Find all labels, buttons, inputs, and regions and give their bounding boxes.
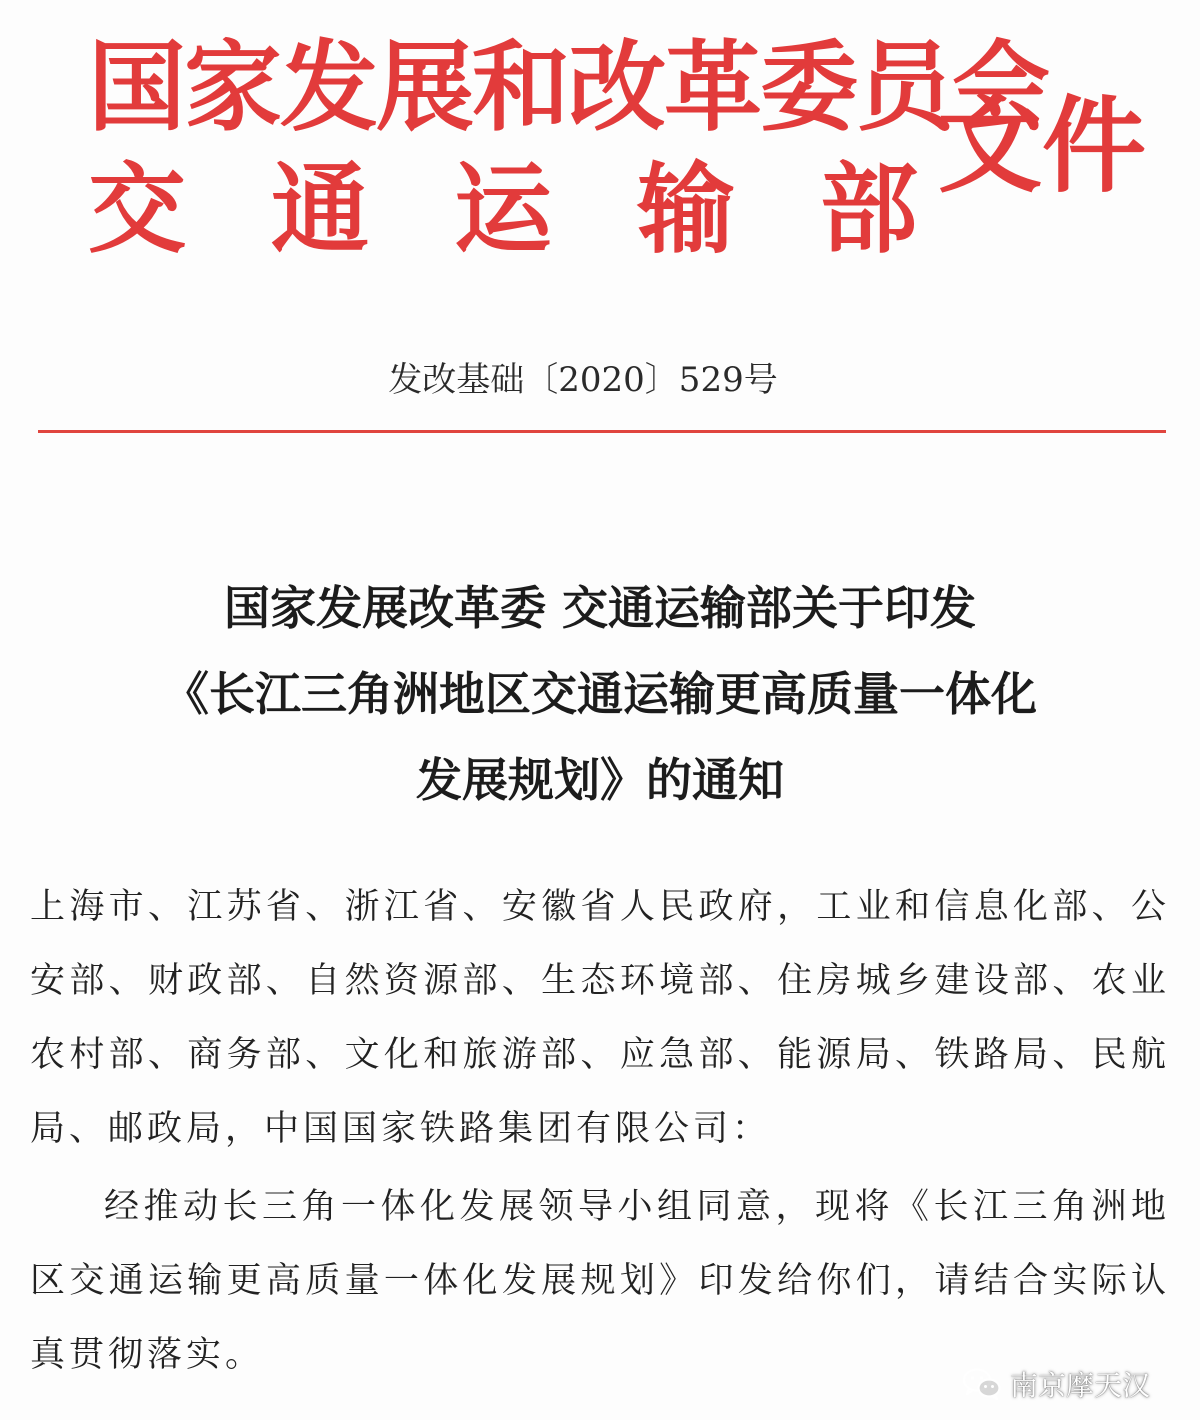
issuing-org-mot [88,150,918,270]
watermark-text: 南京摩天汉 [1010,1369,1151,1402]
document-number: 发改基础〔2020〕529号 [388,360,778,400]
org-char: 通 [270,152,369,267]
title-line: 国家发展改革委 交通运输部关于印发 [223,581,976,635]
org-char: 输 [636,152,735,267]
title-line: 发展规划》的通知 [416,753,784,807]
wechat-icon [962,1367,1002,1401]
document-type-label: 文件 [938,84,1147,207]
body-paragraph: 经推动长三角一体化发展领导小组同意，现将《长江三角洲地区交通运输更高质量一体化发展规划》印发给你们，请结合实际认真贯彻落实。 [30,1187,1170,1375]
issuing-org-ndrc: 国家发展和改革委员会 [88,30,1049,145]
red-divider-line [38,430,1166,433]
source-watermark [962,1360,1150,1408]
org-char: 运 [453,152,552,267]
document-body [30,870,1170,1392]
org-char: 部 [819,152,918,267]
org-char: 交 [88,152,187,267]
recipients-paragraph: 上海市、江苏省、浙江省、安徽省人民政府，工业和信息化部、公安部、财政部、自然资源部、生态环境部、住房城乡建设部、农业农村部、商务部、文化和旅游部、应急部、能源局、铁路局、民航局、邮政局，中国国家铁路集团有限公司： [30,887,1170,1149]
document-masthead [0,0,1200,300]
document-title [60,565,1140,823]
title-line: 《长江三角洲地区交通运输更高质量一体化 [163,667,1037,721]
